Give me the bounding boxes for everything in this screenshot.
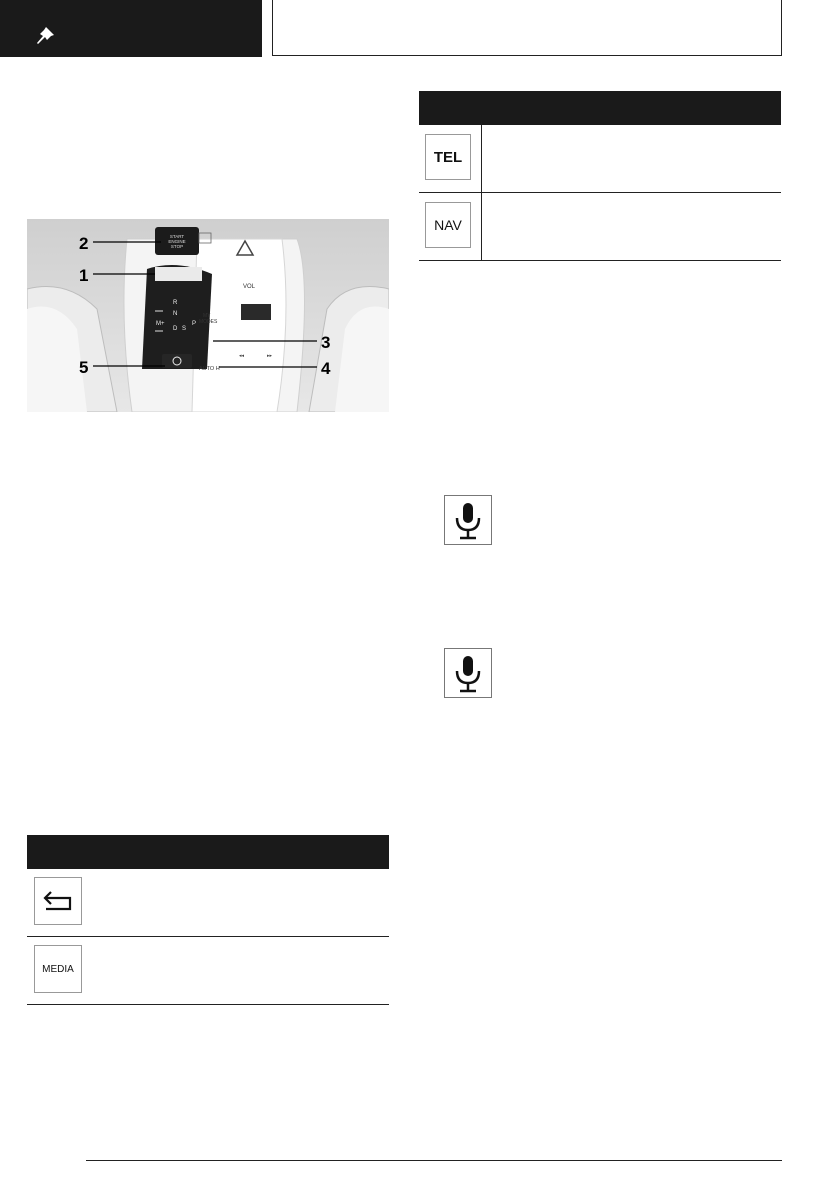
svg-text:P: P bbox=[192, 321, 197, 327]
svg-text:MODES: MODES bbox=[199, 319, 218, 325]
callout-3: 3 bbox=[321, 333, 331, 352]
header-title-box bbox=[272, 0, 782, 56]
table-header bbox=[419, 91, 781, 125]
table-header bbox=[27, 835, 389, 869]
svg-text:▸▸: ▸▸ bbox=[267, 353, 273, 359]
callout-5: 5 bbox=[79, 358, 89, 377]
media-key-icon bbox=[34, 945, 82, 993]
callout-4: 4 bbox=[321, 359, 331, 378]
table-row bbox=[419, 125, 781, 193]
tel-key-label: TEL bbox=[433, 148, 463, 166]
start-stop-label: START bbox=[169, 234, 185, 239]
table-row bbox=[419, 193, 781, 261]
svg-text:N: N bbox=[173, 311, 178, 317]
svg-text:D: D bbox=[173, 326, 178, 332]
svg-text:AUTO H: AUTO H bbox=[199, 366, 220, 372]
svg-text:STOP: STOP bbox=[170, 244, 184, 249]
svg-text:R: R bbox=[173, 300, 178, 306]
callout-1: 1 bbox=[79, 266, 89, 285]
key-table-right bbox=[419, 91, 781, 261]
svg-text:◂◂: ◂◂ bbox=[239, 353, 245, 359]
svg-text:M+: M+ bbox=[156, 321, 165, 327]
center-console-figure bbox=[27, 219, 389, 412]
back-arrow-icon bbox=[34, 877, 82, 925]
svg-text:S: S bbox=[182, 326, 187, 332]
nav-key-icon bbox=[425, 202, 471, 248]
svg-text:VOL: VOL bbox=[243, 284, 256, 290]
footer-divider bbox=[86, 1160, 782, 1161]
key-table-left bbox=[27, 835, 389, 1005]
callout-2: 2 bbox=[79, 234, 89, 253]
table-row bbox=[27, 869, 389, 937]
table-row bbox=[27, 937, 389, 1005]
media-key-label: MEDIA bbox=[42, 963, 74, 975]
nav-key-label: NAV bbox=[434, 217, 462, 233]
pushpin-icon bbox=[32, 24, 60, 48]
microphone-icon bbox=[444, 495, 492, 545]
svg-text:ENGINE: ENGINE bbox=[168, 239, 186, 244]
tel-key-icon bbox=[425, 134, 471, 180]
svg-text:MY: MY bbox=[203, 313, 211, 319]
header-bar bbox=[0, 0, 262, 57]
microphone-icon bbox=[444, 648, 492, 698]
